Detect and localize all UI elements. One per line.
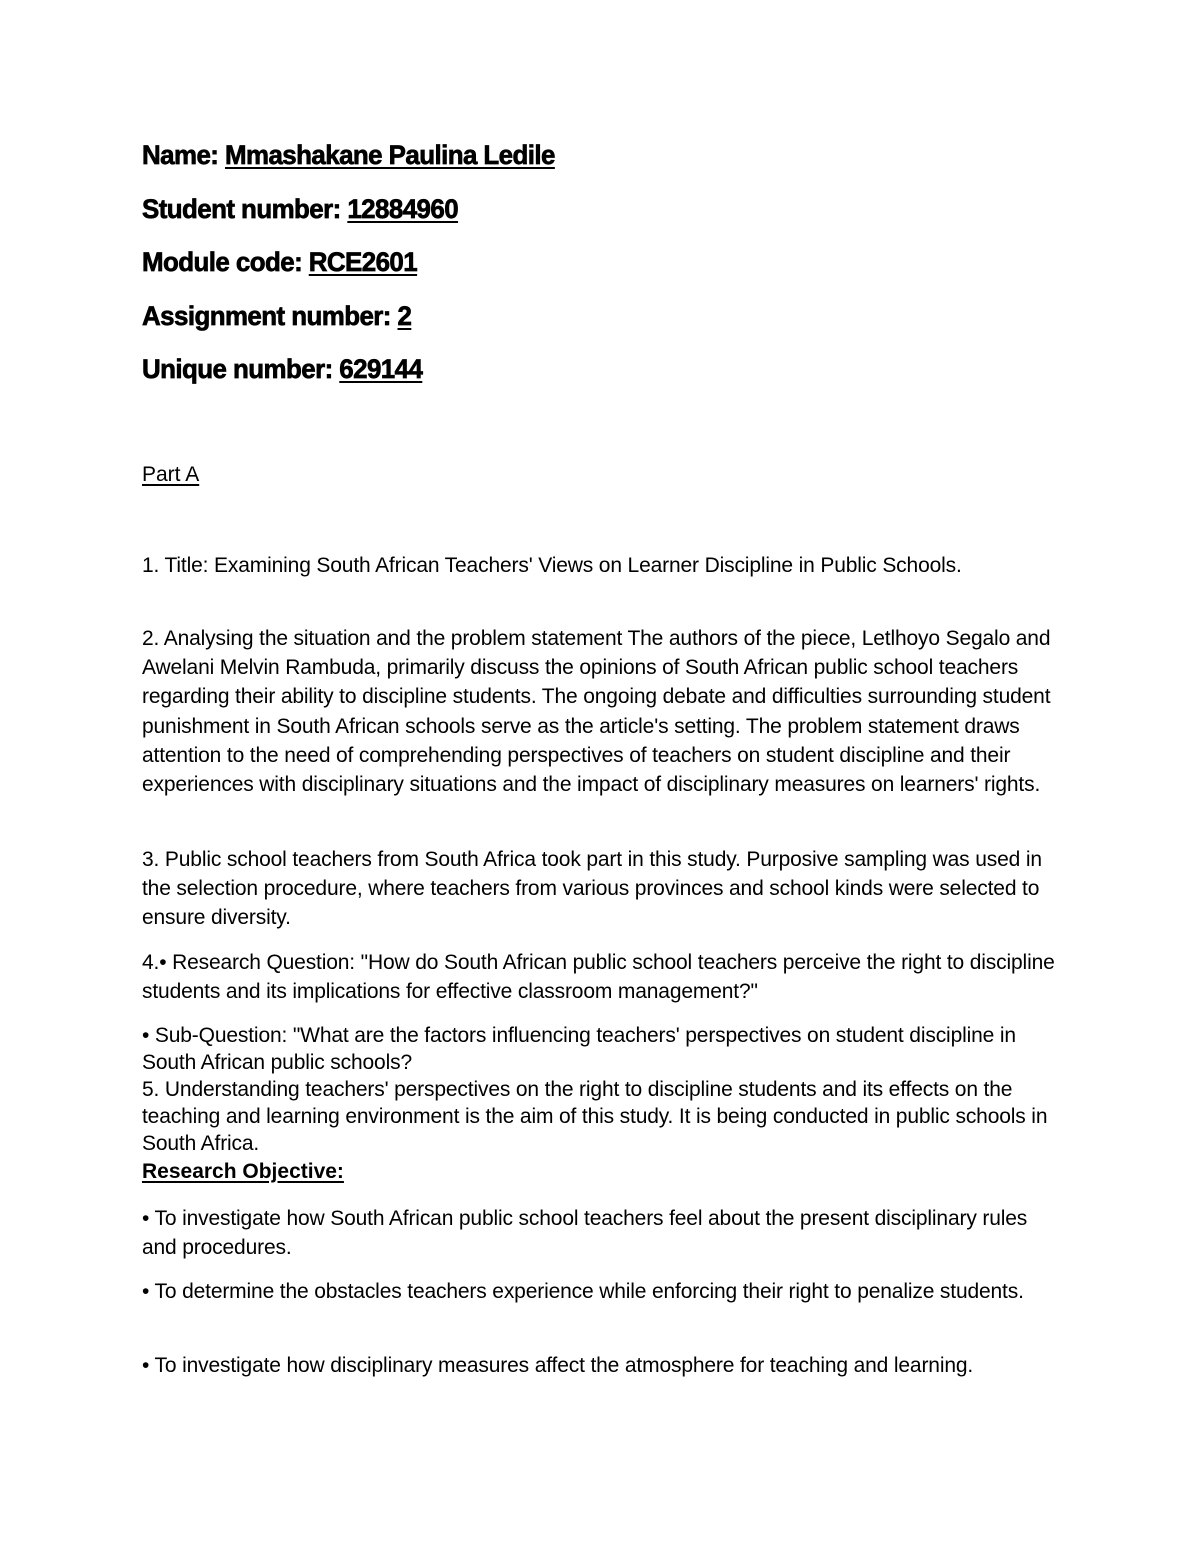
- name-line: [142, 140, 1006, 194]
- name-label: Name:: [142, 140, 225, 170]
- module-code-line: [142, 247, 1006, 301]
- unique-number-label: Unique number:: [142, 354, 340, 384]
- student-number-line: [142, 194, 1006, 248]
- module-code-value: RCE2601: [308, 247, 418, 277]
- paragraph-title: 1. Title: Examining South African Teachers' Views on Learner Discipline in Public Schools.: [142, 554, 962, 577]
- unique-number-value: 629144: [339, 354, 423, 384]
- student-details: [142, 140, 1042, 408]
- part-a-heading: Part A: [142, 463, 200, 486]
- module-code-label: Module code:: [142, 247, 309, 277]
- paragraph-problem-statement: 2. Analysing the situation and the problem statement The authors of the piece, Letlhoyo Segalo and Awelani Melvin Rambuda, primarily discuss the opinions of South African public school teachers regarding their ability to discipline students. The ongoing debate and difficulties surrounding student punishment in South African schools serve as the article's setting. The problem statement draws attention to the need of comprehending perspectives of teachers on student discipline and their experiences with disciplinary situations and the impact of disciplinary measures on learners' rights.: [142, 627, 1051, 797]
- objective-item: • To investigate how South African public school teachers feel about the present disciplinary rules and procedures.: [142, 1207, 1028, 1260]
- assignment-number-value: 2: [397, 300, 412, 331]
- paragraph-aim: 5. Understanding teachers' perspectives on the right to discipline students and its effects on the teaching and learning environment is the aim of this study. It is being conducted in public schools in South Africa.: [142, 1078, 1048, 1156]
- objective-item: • To determine the obstacles teachers experience while enforcing their right to penalize students.: [142, 1280, 1024, 1303]
- student-number-label: Student number:: [142, 193, 348, 224]
- assignment-number-line: [142, 301, 1006, 355]
- unique-number-line: [142, 354, 1006, 408]
- paragraph-sub-question: • Sub-Question: "What are the factors influencing teachers' perspectives on student discipline in South African public schools?: [142, 1024, 1016, 1075]
- research-objective-heading: Research Objective:: [142, 1160, 344, 1183]
- paragraph-research-question: 4.• Research Question: "How do South African public school teachers perceive the right to discipline students and its implications for effective classroom management?": [142, 951, 1055, 1004]
- objective-item: • To investigate how disciplinary measures affect the atmosphere for teaching and learning.: [142, 1354, 974, 1377]
- student-number-value: 12884960: [347, 193, 459, 224]
- paragraph-sampling: 3. Public school teachers from South Africa took part in this study. Purposive sampling was used in the selection procedure, where teachers from various provinces and school kinds were selected to ensure diversity.: [142, 848, 1042, 930]
- name-value: Mmashakane Paulina Ledile: [224, 140, 555, 170]
- assignment-number-label: Assignment number:: [142, 300, 398, 331]
